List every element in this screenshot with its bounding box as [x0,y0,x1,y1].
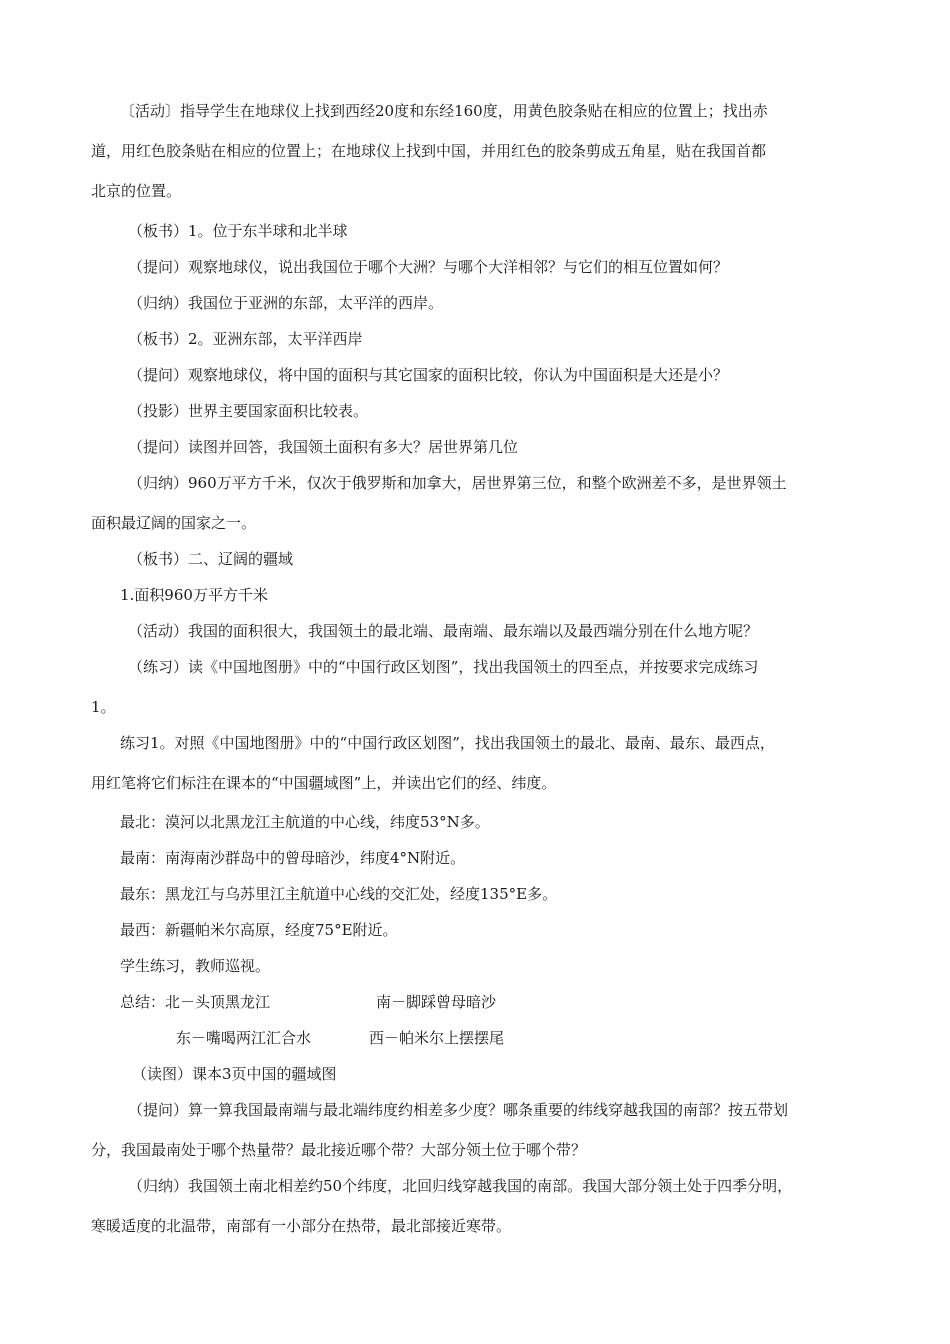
paragraph-line: （提问）读图并回答，我国领土面积有多大？居世界第几位 [128,438,519,456]
paragraph-line: （板书）2。亚洲东部，太平洋西岸 [128,330,363,348]
paragraph-line: （练习）读《中国地图册》中的“中国行政区划图”，找出我国领土的四至点，并按要求完成练习 [128,658,759,676]
paragraph-line: （归纳）我国位于亚洲的东部，太平洋的西岸。 [128,294,444,312]
summary-west: 西－帕米尔上摆摆尾 [369,1029,505,1047]
paragraph-line: （板书）二、辽阔的疆域 [128,550,294,568]
paragraph-line: （提问）算一算我国最南端与最北端纬度约相差多少度？哪条重要的纬线穿越我国的南部？按五带划 [128,1101,789,1119]
paragraph-line: 1.面积960万平方千米 [120,586,268,604]
paragraph-line: 北京的位置。 [91,182,182,200]
paragraph-line: 最北：漠河以北黑龙江主航道的中心线，纬度53°N多。 [120,813,490,831]
paragraph-line: （读图）课本3页中国的疆域图 [132,1065,337,1083]
paragraph-line: 1。 [91,698,116,716]
paragraph-line: 寒暖适度的北温带，南部有一小部分在热带，最北部接近寒带。 [91,1217,512,1235]
paragraph-line: 道，用红色胶条贴在相应的位置上；在地球仪上找到中国，并用红色的胶条剪成五角星，贴在我国首都 [91,142,767,160]
paragraph-line: 分，我国最南处于哪个热量带？最北接近哪个带？大部分领土位于哪个带？ [91,1141,587,1159]
summary-south: 南－脚踩曾母暗沙 [376,993,497,1011]
paragraph-line: 〔活动〕指导学生在地球仪上找到西经20度和东经160度，用黄色胶条贴在相应的位置上；找出赤 [120,102,768,120]
paragraph-line: （投影）世界主要国家面积比较表。 [128,402,369,420]
paragraph-line: （归纳）我国领土南北相差约50个纬度，北回归线穿越我国的南部。我国大部分领土处于四季分明， [128,1177,793,1195]
paragraph-line: 练习1。对照《中国地图册》中的“中国行政区划图”，找出我国领土的最北、最南、最东、最西点， [120,734,775,752]
paragraph-line: 最东：黑龙江与乌苏里江主航道中心线的交汇处，经度135°E多。 [120,885,558,903]
paragraph-line: （提问）观察地球仪，说出我国位于哪个大洲？与哪个大洋相邻？与它们的相互位置如何？ [128,258,729,276]
paragraph-line: 最南：南海南沙群岛中的曾母暗沙，纬度4°N附近。 [120,849,466,867]
paragraph-line: （归纳）960万平方千米，仅次于俄罗斯和加拿大，居世界第三位，和整个欧洲差不多，是世界领土 [128,474,787,492]
paragraph-line: 最西：新疆帕米尔高原，经度75°E附近。 [120,921,398,939]
paragraph-line: （板书）1。位于东半球和北半球 [128,222,348,240]
paragraph-line: 学生练习，教师巡视。 [120,957,271,975]
paragraph-line: 用红笔将它们标注在课本的“中国疆域图”上，并读出它们的经、纬度。 [91,774,557,792]
paragraph-line: （提问）观察地球仪，将中国的面积与其它国家的面积比较，你认为中国面积是大还是小？ [128,366,729,384]
summary-east: 东－嘴喝两江汇合水 [176,1029,312,1047]
paragraph-line: （活动）我国的面积很大，我国领土的最北端、最南端、最东端以及最西端分别在什么地方呢？ [128,622,759,640]
summary-north: 总结：北－头顶黑龙江 [120,993,271,1011]
paragraph-line: 面积最辽阔的国家之一。 [91,514,257,532]
